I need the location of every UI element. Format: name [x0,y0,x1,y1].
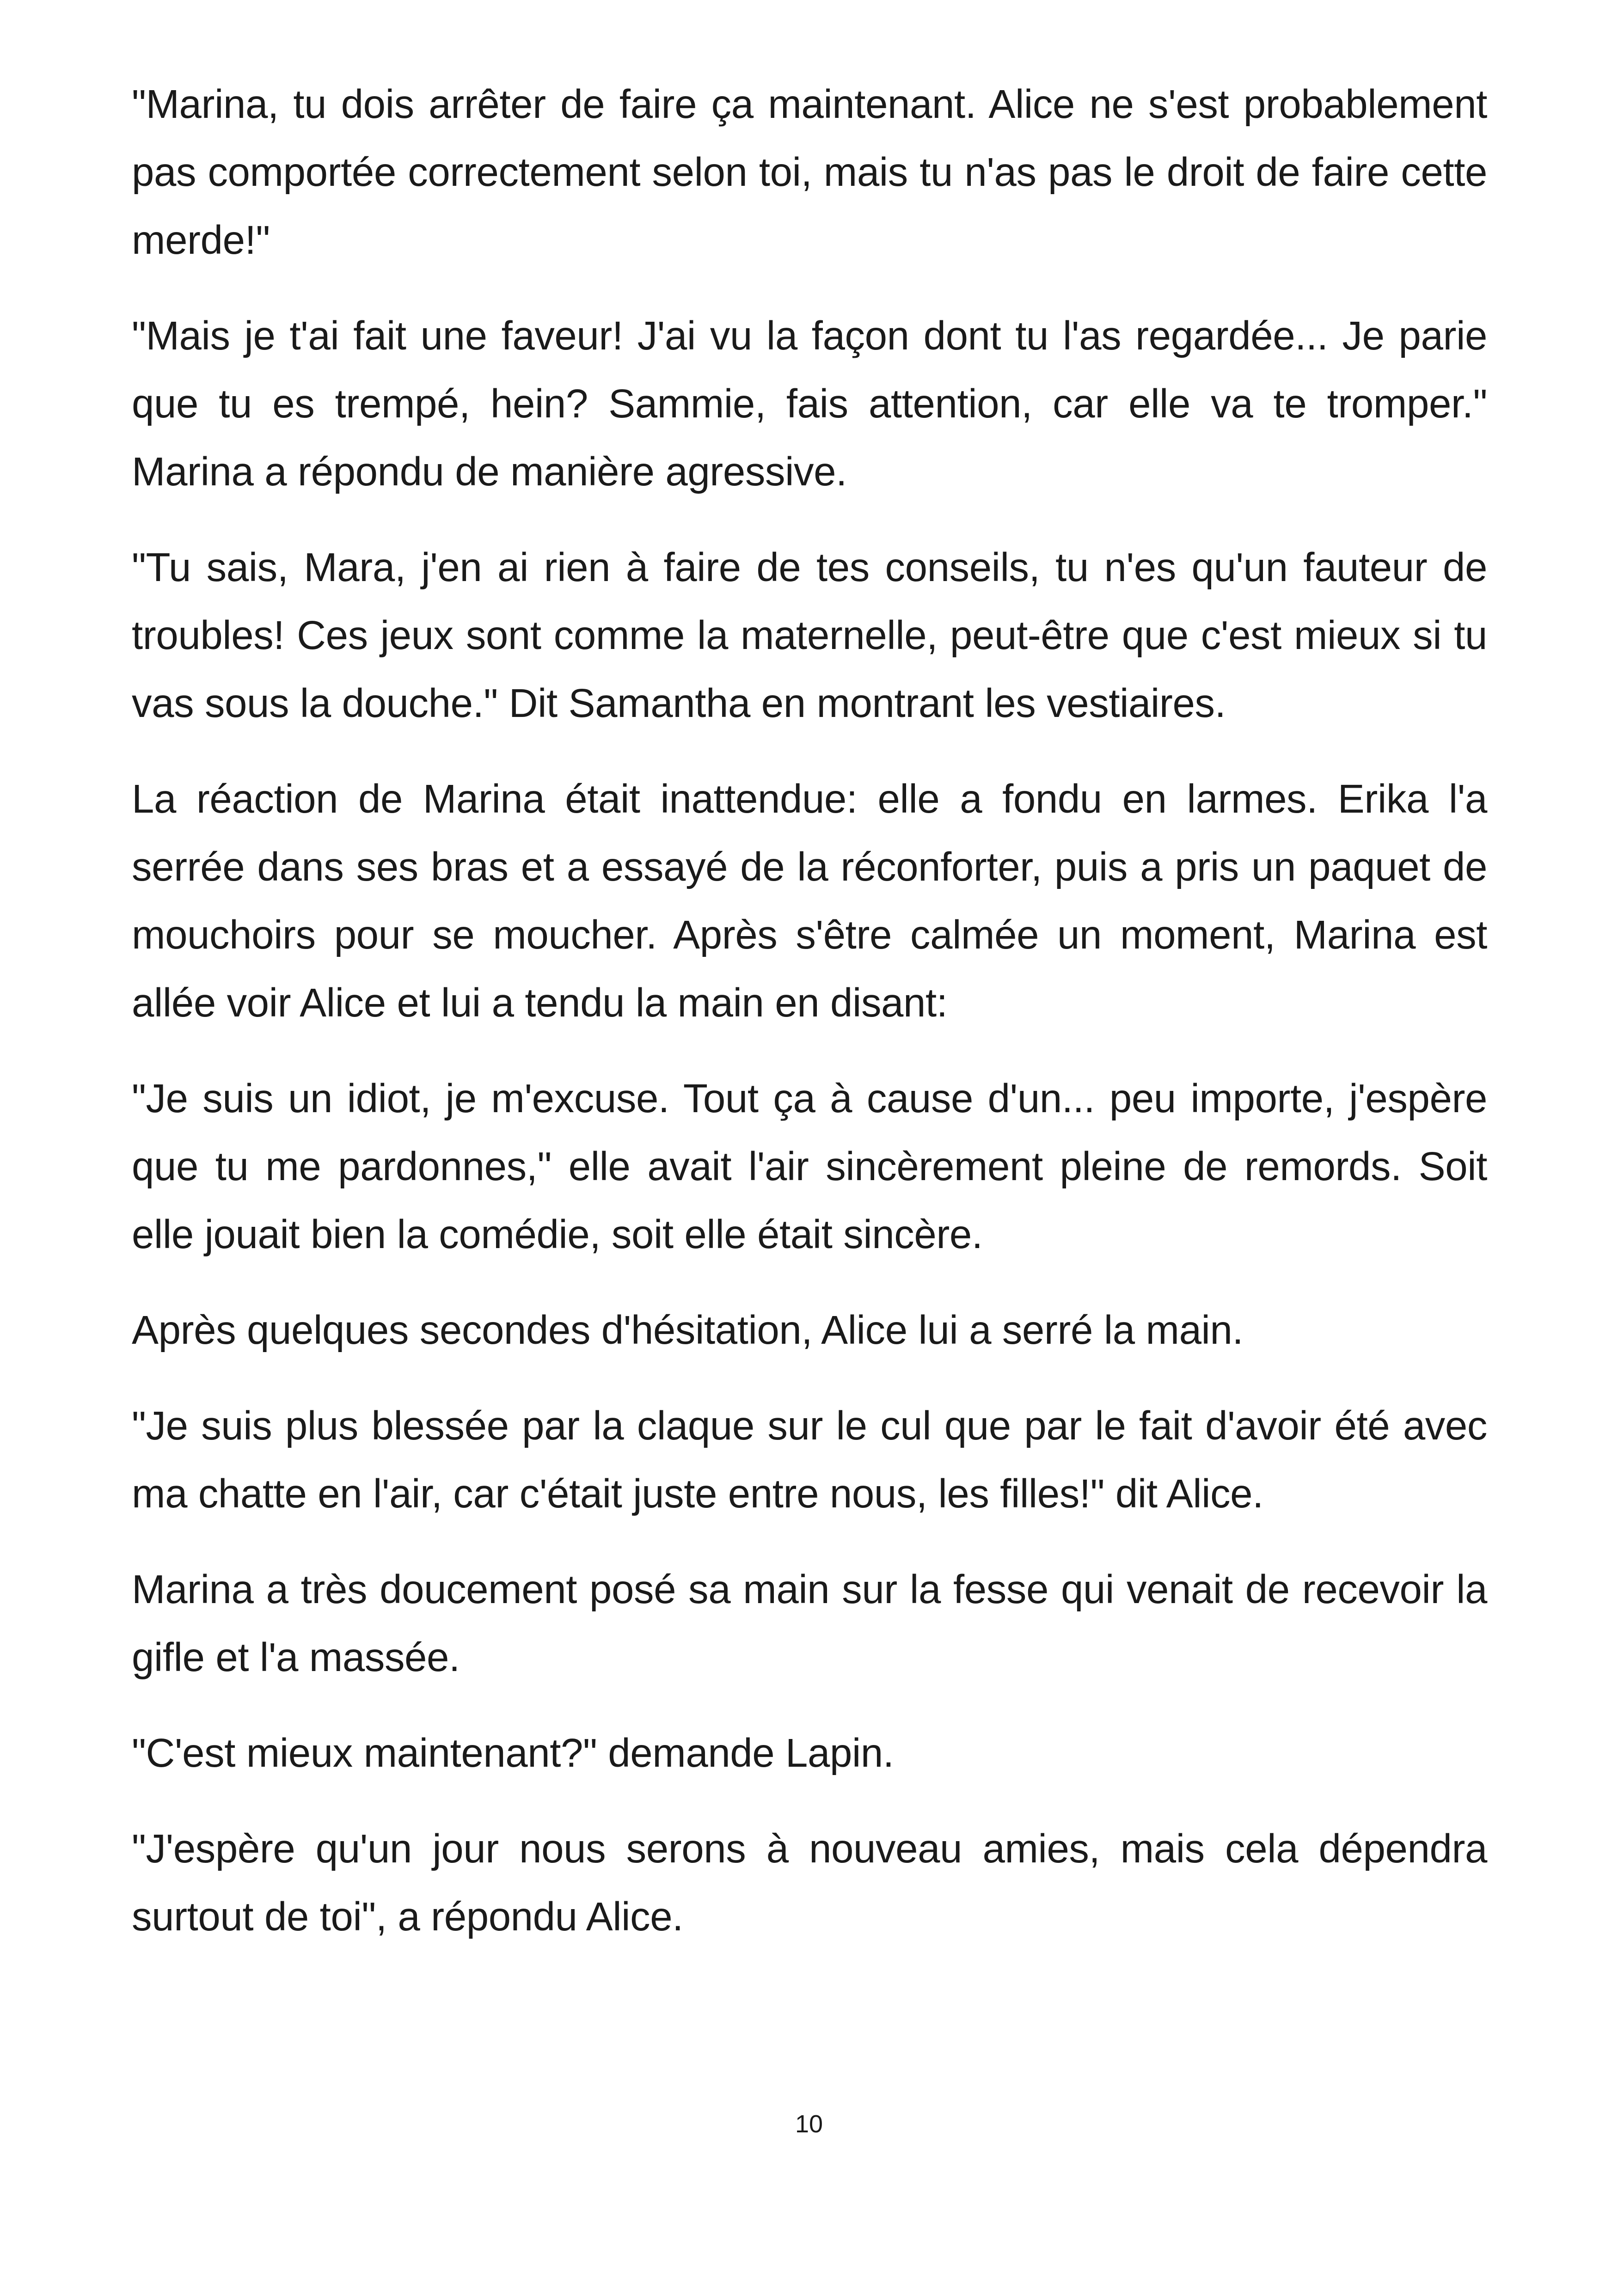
paragraph: Marina a très doucement posé sa main sur la fesse qui venait de recevoir la gifle et l'a massée. [132,1567,1487,1680]
paragraph: "J'espère qu'un jour nous serons à nouveau amies, mais cela dépendra surtout de toi", a répondu Alice. [132,1826,1487,1939]
paragraph: "Je suis plus blessée par la claque sur le cul que par le fait d'avoir été avec ma chatte en l'air, car c'était juste entre nous, les filles!" dit Alice. [132,1403,1487,1516]
paragraph: La réaction de Marina était inattendue: elle a fondu en larmes. Erika l'a serrée dans ses bras et a essayé de la réconforter, puis a pris un paquet de mouchoirs pour se moucher. Après s'être calmée un moment, Marina est allée voir Alice et lui a tendu la main en disant: [132,777,1487,1025]
paragraph: "Marina, tu dois arrêter de faire ça maintenant. Alice ne s'est probablement pas comportée correctement selon toi, mais tu n'as pas le droit de faire cette merde!" [132,82,1487,263]
paragraph: "Tu sais, Mara, j'en ai rien à faire de tes conseils, tu n'es qu'un fauteur de troubles! Ces jeux sont comme la maternelle, peut-être que c'est mieux si tu vas sous la douche." Dit Samantha en montrant les vestiaires. [132,545,1487,726]
paragraph: "Mais je t'ai fait une faveur! J'ai vu la façon dont tu l'as regardée... Je parie que tu es trempé, hein? Sammie, fais attention, car elle va te tromper." Marina a répondu de manière agressive. [132,313,1487,494]
paragraph: "Je suis un idiot, je m'excuse. Tout ça à cause d'un... peu importe, j'espère que tu me pardonnes," elle avait l'air sincèrement pleine de remords. Soit elle jouait bien la comédie, soit elle était sincère. [132,1076,1487,1257]
page-number: 10 [795,2110,823,2138]
paragraph: Après quelques secondes d'hésitation, Alice lui a serré la main. [132,1308,1244,1353]
paragraph: "C'est mieux maintenant?" demande Lapin. [132,1731,894,1776]
body-text [132,70,1487,1951]
